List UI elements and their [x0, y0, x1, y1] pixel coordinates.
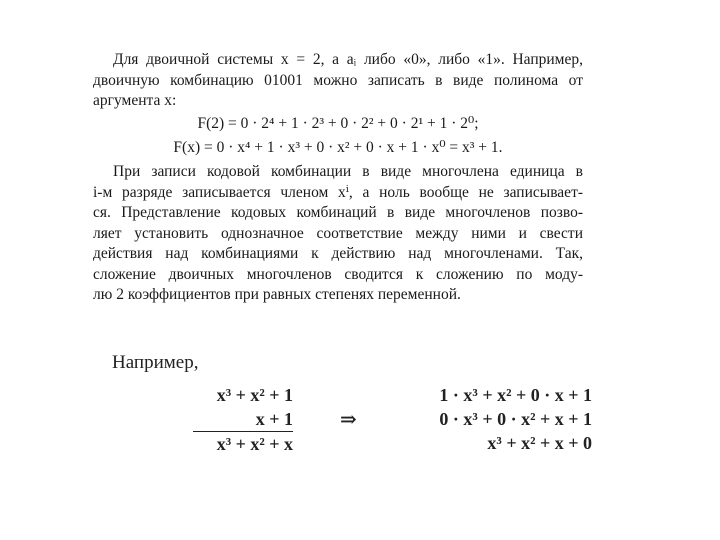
paragraph-polynomial-representation: [93, 162, 583, 306]
poly-expanded-sum: x³ + x² + x + 0: [487, 433, 592, 453]
formula-f2: F(2) = 0 · 2⁴ + 1 · 2³ + 0 · 2² + 0 · 2¹ + 1 · 2⁰;: [197, 115, 479, 132]
example-left-column: [193, 383, 293, 456]
formula-fx: F(x) = 0 · x⁴ + 1 · x³ + 0 · x² + 0 · x + 1 · x⁰ = x³ + 1.: [173, 139, 503, 156]
text-line: При записи кодовой комбинации в виде многочлена единица в: [113, 163, 583, 180]
text-line: сложение двоичных многочленов сводится к сложению по моду-: [93, 265, 583, 283]
text-line: Для двоичной системы x = 2, а aᵢ либо «0», либо «1». Например,: [113, 51, 583, 68]
poly-expanded-2: 0 · x³ + 0 · x² + x + 1: [439, 409, 592, 429]
text-line: двоичную комбинацию 01001 можно записать в виде полинома от: [93, 71, 583, 89]
text-line: ся. Представление кодовых комбинаций в виде многочленов позво-: [93, 204, 583, 221]
example-title: Например,: [112, 352, 199, 373]
poly-sum: x³ + x² + x: [193, 431, 293, 456]
poly-expanded-1: 1 · x³ + x² + 0 · x + 1: [439, 385, 592, 405]
implies-arrow: ⇒: [340, 409, 357, 431]
poly-term-2: x + 1: [255, 409, 293, 429]
text-line: i-м разряде записывается членом xⁱ, а ноль вообще не записывает-: [93, 183, 583, 201]
text-line: действия над комбинациями к действию над многочленами. Так,: [93, 245, 583, 262]
text-line: аргумента x:: [93, 92, 177, 109]
example-right-column: [412, 383, 592, 455]
paragraph-binary-intro: [93, 50, 583, 112]
poly-term-1: x³ + x² + 1: [216, 385, 293, 405]
text-line: ляет установить однозначное соответствие между ними и свести: [93, 224, 583, 242]
text-line: лю 2 коэффициентов при равных степенях переменной.: [93, 286, 461, 303]
